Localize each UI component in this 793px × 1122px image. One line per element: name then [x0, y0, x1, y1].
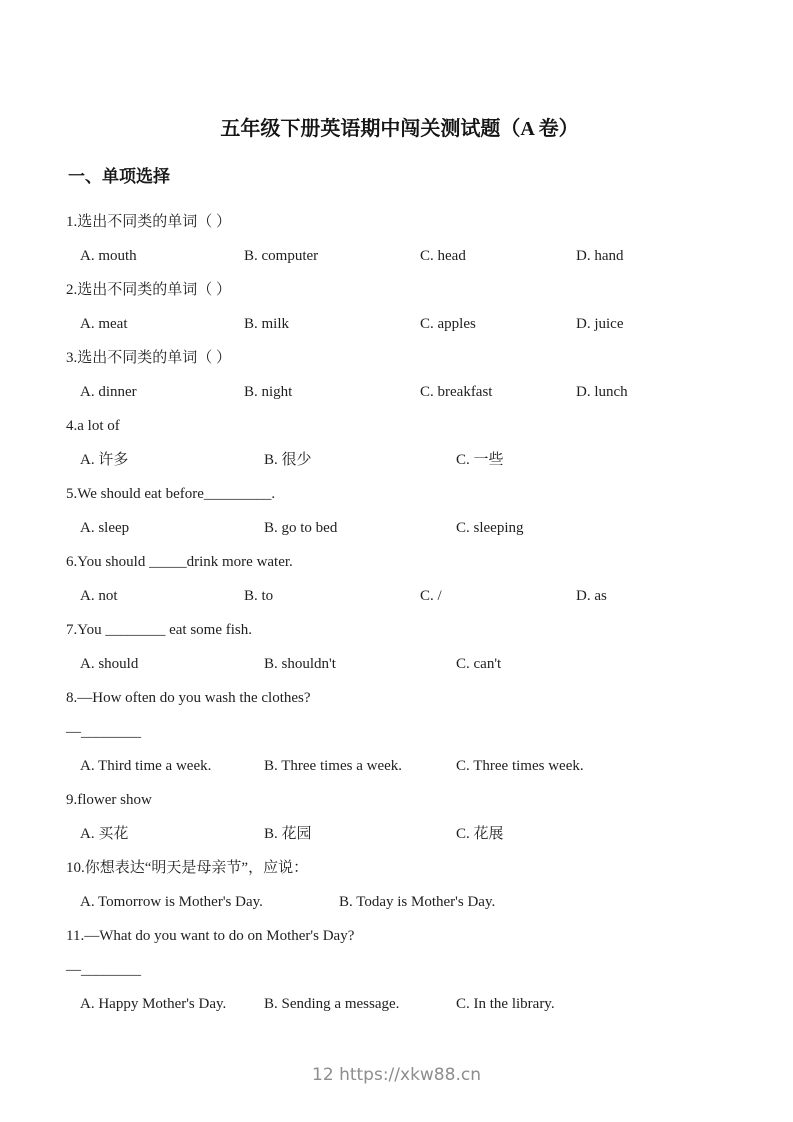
- option-row: [66, 994, 733, 1014]
- option-row: [66, 382, 733, 402]
- option: B. night: [244, 384, 293, 400]
- option: C. sleeping: [456, 520, 524, 536]
- option: B. shouldn't: [264, 656, 336, 672]
- option-row: [66, 654, 733, 674]
- option-row: [66, 892, 733, 912]
- question-stem: 8.—How often do you wash the clothes?: [66, 690, 311, 706]
- question: [66, 620, 733, 674]
- question: [66, 416, 733, 470]
- option: A. not: [80, 588, 118, 604]
- option: B. to: [244, 588, 274, 604]
- question: [66, 212, 733, 266]
- question-stem: 6.You should _____drink more water.: [66, 554, 293, 570]
- option: B. 花园: [264, 826, 312, 842]
- option: A. 许多: [80, 452, 129, 468]
- option: B. Sending a message.: [264, 996, 400, 1012]
- question-stem: 4.a lot of: [66, 418, 120, 434]
- option: C. breakfast: [420, 384, 493, 400]
- option: A. mouth: [80, 248, 137, 264]
- option-row: [66, 824, 733, 844]
- option: C. 一些: [456, 452, 504, 468]
- option: C. In the library.: [456, 996, 555, 1012]
- option-row: [66, 246, 733, 266]
- option: D. as: [576, 588, 607, 604]
- page-title: 五年级下册英语期中闯关测试题（A 卷）: [220, 118, 579, 140]
- option: C. head: [420, 248, 466, 264]
- question: [66, 552, 733, 606]
- option-row: [66, 756, 733, 776]
- question: [66, 348, 733, 402]
- reply-line: —________: [66, 724, 141, 740]
- option: C. Three times week.: [456, 758, 584, 774]
- question-stem: 5.We should eat before_________.: [66, 486, 276, 502]
- question: [66, 688, 733, 776]
- question-list: [66, 212, 733, 1014]
- option-row: [66, 314, 733, 334]
- option: D. juice: [576, 316, 624, 332]
- option: C. /: [420, 588, 442, 604]
- option: A. Happy Mother's Day.: [80, 996, 227, 1012]
- option: C. can't: [456, 656, 502, 672]
- option-row: [66, 450, 733, 470]
- option: C. 花展: [456, 826, 504, 842]
- option: B. Today is Mother's Day.: [339, 894, 496, 910]
- reply-line: —________: [66, 962, 141, 978]
- question: [66, 790, 733, 844]
- option: D. hand: [576, 248, 624, 264]
- question: [66, 926, 733, 1014]
- option: A. should: [80, 656, 139, 672]
- option-row: [66, 518, 733, 538]
- page-footer: 12 https://xkw88.cn: [312, 1065, 481, 1085]
- option: A. dinner: [80, 384, 137, 400]
- option: A. 买花: [80, 826, 129, 842]
- option: A. Tomorrow is Mother's Day.: [80, 894, 263, 910]
- question: [66, 280, 733, 334]
- question-stem: 1.选出不同类的单词（ ）: [66, 214, 232, 230]
- option: B. milk: [244, 316, 290, 332]
- option: C. apples: [420, 316, 476, 332]
- option: A. sleep: [80, 520, 130, 536]
- option: B. 很少: [264, 452, 312, 468]
- question: [66, 484, 733, 538]
- question-stem: 9.flower show: [66, 792, 152, 808]
- question-stem: 7.You ________ eat some fish.: [66, 622, 252, 638]
- question-stem: 11.—What do you want to do on Mother's Day?: [66, 928, 355, 944]
- question-stem: 3.选出不同类的单词（ ）: [66, 350, 232, 366]
- option: B. computer: [244, 248, 319, 264]
- question-stem: 2.选出不同类的单词（ ）: [66, 282, 232, 298]
- section-heading: 一、单项选择: [68, 167, 170, 186]
- option-row: [66, 586, 733, 606]
- option: B. Three times a week.: [264, 758, 403, 774]
- question-stem: 10.你想表达“明天是母亲节”，应说：: [66, 860, 309, 876]
- question: [66, 858, 733, 912]
- option: D. lunch: [576, 384, 628, 400]
- option: A. Third time a week.: [80, 758, 212, 774]
- option: B. go to bed: [264, 520, 338, 536]
- option: A. meat: [80, 316, 128, 332]
